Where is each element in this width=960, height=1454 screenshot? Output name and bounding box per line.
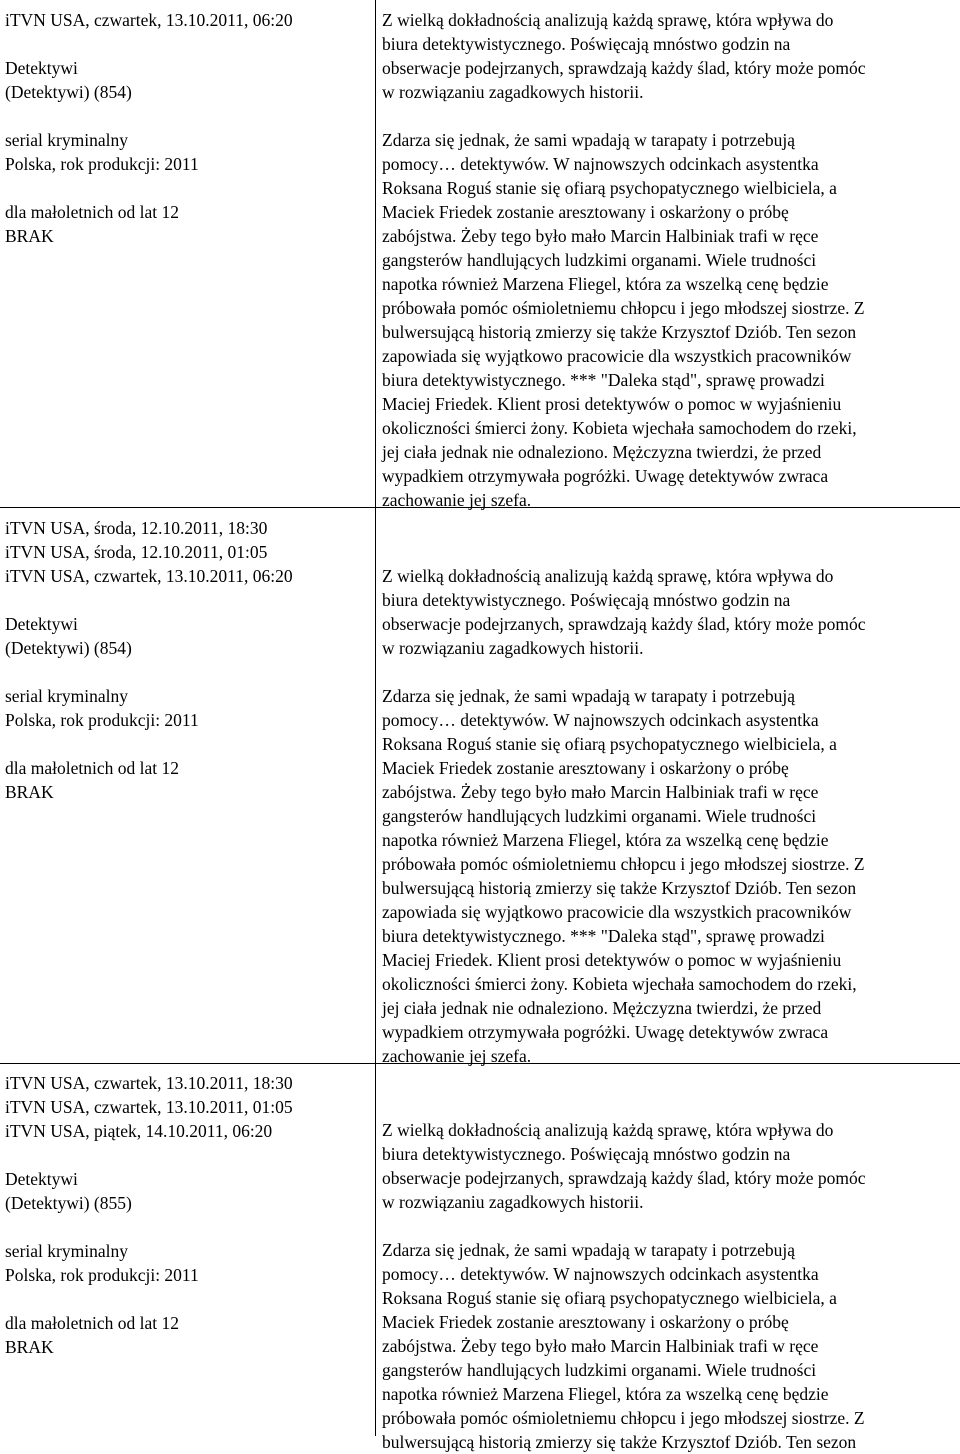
broadcast-time: iTVN USA, czwartek, 13.10.2011, 18:30 xyxy=(5,1073,293,1093)
description-line: napotka również Marzena Fliegel, która za wszelką cenę będzie xyxy=(382,274,829,294)
description-line: Maciej Friedek. Klient prosi detektywów o pomoc w wyjaśnieniu xyxy=(382,950,842,970)
description-line: wypadkiem otrzymywała pogróżki. Uwagę detektywów zwraca xyxy=(382,466,829,486)
listing-description-1 xyxy=(382,8,957,512)
description-line: Zdarza się jednak, że sami wpadają w tarapaty i potrzebują xyxy=(382,686,796,706)
age-rating: dla małoletnich od lat 12 xyxy=(5,758,179,778)
description-line: Roksana Roguś stanie się ofiarą psychopatycznego wielbiciela, a xyxy=(382,178,837,198)
paragraph-gap xyxy=(382,104,957,128)
listing-info-3 xyxy=(5,1071,370,1359)
program-subtitle: (Detektywi) (854) xyxy=(5,82,132,102)
program-country-year: Polska, rok produkcji: 2011 xyxy=(5,1265,199,1285)
description-line: Zdarza się jednak, że sami wpadają w tarapaty i potrzebują xyxy=(382,130,796,150)
description-line: zabójstwa. Żeby tego było mało Marcin Halbiniak trafi w ręce xyxy=(382,226,819,246)
description-line: jej ciała jednak nie odnaleziono. Mężczyzna twierdzi, że przed xyxy=(382,998,822,1018)
description-line: obserwacje podejrzanych, sprawdzają każdy ślad, który może pomóc xyxy=(382,1168,866,1188)
broadcast-time: iTVN USA, środa, 12.10.2011, 18:30 xyxy=(5,518,268,538)
description-line: bulwersującą historią zmierzy się także Krzysztof Dziób. Ten sezon xyxy=(382,322,857,342)
program-title: Detektywi xyxy=(5,58,78,78)
program-title: Detektywi xyxy=(5,1169,78,1189)
description-line: pomocy… detektywów. W najnowszych odcinkach asystentka xyxy=(382,1264,819,1284)
description-line: Z wielką dokładnością analizują każdą sprawę, która wpływa do xyxy=(382,10,834,30)
description-line: bulwersującą historią zmierzy się także Krzysztof Dziób. Ten sezon xyxy=(382,1432,857,1452)
program-country-year: Polska, rok produkcji: 2011 xyxy=(5,710,199,730)
broadcast-time: iTVN USA, czwartek, 13.10.2011, 06:20 xyxy=(5,10,293,30)
description-line: Z wielką dokładnością analizują każdą sprawę, która wpływa do xyxy=(382,1120,834,1140)
listing-description-2 xyxy=(382,564,957,1068)
description-line: Maciek Friedek zostanie aresztowany i oskarżony o próbę xyxy=(382,202,789,222)
description-line: próbowała pomóc ośmioletniemu chłopcu i jego młodszej siostrze. Z xyxy=(382,1408,865,1428)
description-line: biura detektywistycznego. Poświęcają mnóstwo godzin na xyxy=(382,590,791,610)
description-line: Maciek Friedek zostanie aresztowany i oskarżony o próbę xyxy=(382,1312,789,1332)
broadcast-time: iTVN USA, środa, 12.10.2011, 01:05 xyxy=(5,542,268,562)
program-country-year: Polska, rok produkcji: 2011 xyxy=(5,154,199,174)
description-line: w rozwiązaniu zagadkowych historii. xyxy=(382,82,644,102)
description-line: próbowała pomóc ośmioletniemu chłopcu i jego młodszej siostrze. Z xyxy=(382,854,865,874)
description-line: bulwersującą historią zmierzy się także Krzysztof Dziób. Ten sezon xyxy=(382,878,857,898)
description-line: pomocy… detektywów. W najnowszych odcinkach asystentka xyxy=(382,710,819,730)
description-line: biura detektywistycznego. *** "Daleka stąd", sprawę prowadzi xyxy=(382,370,825,390)
description-line: zabójstwa. Żeby tego było mało Marcin Halbiniak trafi w ręce xyxy=(382,782,819,802)
description-line: jej ciała jednak nie odnaleziono. Mężczyzna twierdzi, że przed xyxy=(382,442,822,462)
description-line: wypadkiem otrzymywała pogróżki. Uwagę detektywów zwraca xyxy=(382,1022,829,1042)
description-line: okoliczności śmierci żony. Kobieta wjechała samochodem do rzeki, xyxy=(382,974,857,994)
program-genre: serial kryminalny xyxy=(5,130,128,150)
description-line: obserwacje podejrzanych, sprawdzają każdy ślad, który może pomóc xyxy=(382,614,866,634)
extra-info: BRAK xyxy=(5,782,54,802)
program-title: Detektywi xyxy=(5,614,78,634)
listing-info-1 xyxy=(5,8,370,248)
description-line: Roksana Roguś stanie się ofiarą psychopatycznego wielbiciela, a xyxy=(382,1288,837,1308)
description-line: obserwacje podejrzanych, sprawdzają każdy ślad, który może pomóc xyxy=(382,58,866,78)
listing-info-2 xyxy=(5,516,370,804)
description-line: zabójstwa. Żeby tego było mało Marcin Halbiniak trafi w ręce xyxy=(382,1336,819,1356)
description-line: w rozwiązaniu zagadkowych historii. xyxy=(382,1192,644,1212)
description-line: gangsterów handlujących ludzkimi organami. Wiele trudności xyxy=(382,1360,817,1380)
description-line: pomocy… detektywów. W najnowszych odcinkach asystentka xyxy=(382,154,819,174)
description-line: napotka również Marzena Fliegel, która za wszelką cenę będzie xyxy=(382,1384,829,1404)
broadcast-time: iTVN USA, czwartek, 13.10.2011, 06:20 xyxy=(5,566,293,586)
program-subtitle: (Detektywi) (854) xyxy=(5,638,132,658)
age-rating: dla małoletnich od lat 12 xyxy=(5,202,179,222)
paragraph-gap xyxy=(382,660,957,684)
description-line: biura detektywistycznego. Poświęcają mnóstwo godzin na xyxy=(382,1144,791,1164)
description-line: zapowiada się wyjątkowo pracowicie dla wszystkich pracowników xyxy=(382,346,852,366)
description-line: biura detektywistycznego. *** "Daleka stąd", sprawę prowadzi xyxy=(382,926,825,946)
description-line: biura detektywistycznego. Poświęcają mnóstwo godzin na xyxy=(382,34,791,54)
extra-info: BRAK xyxy=(5,226,54,246)
program-genre: serial kryminalny xyxy=(5,1241,128,1261)
extra-info: BRAK xyxy=(5,1337,54,1357)
broadcast-time: iTVN USA, czwartek, 13.10.2011, 01:05 xyxy=(5,1097,293,1117)
description-line: gangsterów handlujących ludzkimi organami. Wiele trudności xyxy=(382,806,817,826)
description-line: Roksana Roguś stanie się ofiarą psychopatycznego wielbiciela, a xyxy=(382,734,837,754)
description-line: Maciej Friedek. Klient prosi detektywów o pomoc w wyjaśnieniu xyxy=(382,394,842,414)
age-rating: dla małoletnich od lat 12 xyxy=(5,1313,179,1333)
description-line: gangsterów handlujących ludzkimi organami. Wiele trudności xyxy=(382,250,817,270)
description-line: okoliczności śmierci żony. Kobieta wjechała samochodem do rzeki, xyxy=(382,418,857,438)
description-line: napotka również Marzena Fliegel, która za wszelką cenę będzie xyxy=(382,830,829,850)
column-divider xyxy=(375,0,376,1436)
broadcast-time: iTVN USA, piątek, 14.10.2011, 06:20 xyxy=(5,1121,273,1141)
description-line: Maciek Friedek zostanie aresztowany i oskarżony o próbę xyxy=(382,758,789,778)
description-line: zachowanie jej szefa. xyxy=(382,490,532,510)
description-line: próbowała pomóc ośmioletniemu chłopcu i jego młodszej siostrze. Z xyxy=(382,298,865,318)
description-line: zapowiada się wyjątkowo pracowicie dla wszystkich pracowników xyxy=(382,902,852,922)
listing-description-3 xyxy=(382,1118,957,1454)
description-line: Z wielką dokładnością analizują każdą sprawę, która wpływa do xyxy=(382,566,834,586)
program-subtitle: (Detektywi) (855) xyxy=(5,1193,132,1213)
paragraph-gap xyxy=(382,1214,957,1238)
description-line: w rozwiązaniu zagadkowych historii. xyxy=(382,638,644,658)
program-genre: serial kryminalny xyxy=(5,686,128,706)
description-line: zachowanie jej szefa. xyxy=(382,1046,532,1066)
description-line: Zdarza się jednak, że sami wpadają w tarapaty i potrzebują xyxy=(382,1240,796,1260)
